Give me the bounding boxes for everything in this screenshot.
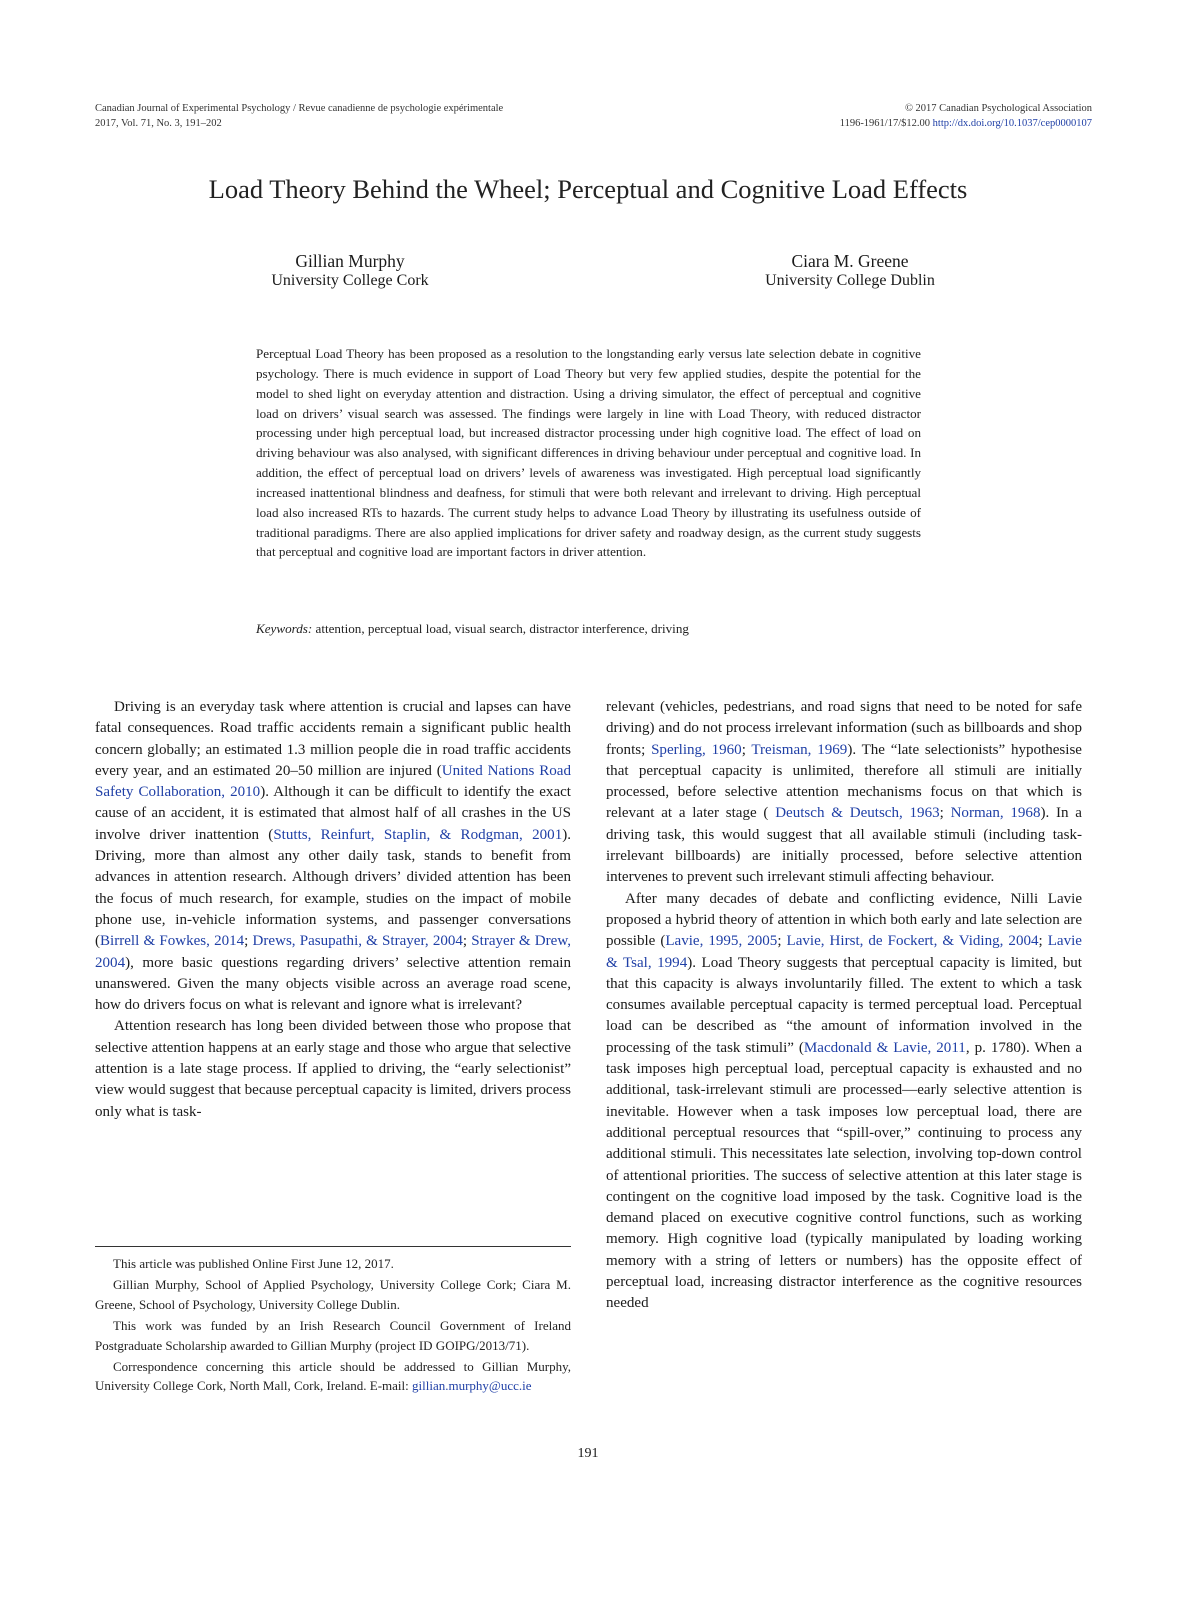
body-paragraph: Attention research has long been divided between those who propose that selective attention happens at an early stage and those who argue that selective attention is a late stage process. If applied to driving, the “early selectionist” view would suggest that because perceptual capacity is limited, drivers process only what is task-	[95, 1018, 571, 1120]
citation-link[interactable]: Norman, 1968	[950, 805, 1041, 822]
body-paragraph	[606, 889, 1082, 1315]
footnote-divider	[95, 1246, 571, 1247]
author-name: Gillian Murphy	[295, 251, 405, 271]
author-name: Ciara M. Greene	[791, 251, 909, 271]
footnote-published: This article was published Online First June 12, 2017.	[113, 1256, 394, 1271]
citation-link[interactable]: Sperling, 1960	[651, 741, 742, 758]
text-run: ). Load Theory suggests that perceptual capacity is limited, but that this capacity is always involuntarily filled. The extent to which a task consumes available perceptual capacity is termed perceptual load. Perceptual load can be described as “the amount of information involved in the processing of the task stimuli” (	[606, 954, 1082, 1056]
text-run: ;	[244, 933, 253, 950]
text-run: ). Although it can be difficult to identify the exact cause of an accident, it is estimated that almost half of all crashes in the US involve driver inattention (	[95, 784, 571, 843]
citation-link[interactable]: Treisman, 1969	[751, 741, 848, 758]
text-run: ;	[777, 933, 787, 950]
citation-link[interactable]: Stutts, Reinfurt, Staplin, & Rodgman, 2001	[273, 826, 563, 843]
keywords-label: Keywords:	[256, 621, 313, 636]
citation-link[interactable]: United Nations Road Safety Collaboration, 2010	[95, 762, 572, 801]
text-run: ), more basic questions regarding drivers’ selective attention remain unanswered. Given the many objects visible across an average road scene, how do drivers focus on what is relevant and ignore what is irrelevant?	[95, 954, 571, 1014]
citation-link[interactable]: Macdonald & Lavie, 2011	[803, 1039, 966, 1056]
citation-link[interactable]: Drews, Pasupathi, & Strayer, 2004	[252, 933, 463, 950]
author-block-2	[700, 251, 1000, 291]
body-column-right	[606, 697, 1082, 1315]
citation-link[interactable]: Lavie, 1995, 2005	[665, 933, 778, 950]
article-title: Load Theory Behind the Wheel; Perceptual and Cognitive Load Effects	[208, 174, 968, 204]
abstract: Perceptual Load Theory has been proposed as a resolution to the longstanding early versus late selection debate in cognitive psychology. There is much evidence in support of Load Theory but very few applied studies, despite the potential for the model to shed light on everyday attention and distraction. Using a driving simulator, the effect of perceptual and cognitive load on drivers’ visual search was assessed. The findings were largely in line with Load Theory, with reduced distractor processing under high perceptual load, but increased distractor processing under high cognitive load. The effect of load on driving behaviour was also analysed, with significant differences in driving behaviour under perceptual and cognitive load. In addition, the effect of perceptual load on drivers’ levels of awareness was investigated. High perceptual load significantly increased inattentional blindness and deafness, for stimuli that were both relevant and irrelevant to driving. High perceptual load also increased RTs to hazards. The current study helps to advance Load Theory by illustrating its usefulness outside of traditional paradigms. There are also applied implications for driver safety and roadway design, as the current study suggests that perceptual and cognitive load are important factors in driver attention.	[256, 346, 921, 560]
text-run: ). In a driving task, this would suggest that all available stimuli (including task-irrelevant billboards) are initially processed, before selective attention intervenes to prevent such irrelevant stimuli affecting behaviour.	[606, 805, 1082, 886]
keywords	[256, 619, 921, 638]
text-run: ). Driving, more than almost any other daily task, stands to benefit from advances in attention research. Although drivers’ divided attention has been the focus of much research, for example, studies on the impact of mobile phone use, in-vehicle information systems, and passenger conversations (	[95, 826, 571, 950]
journal-name: Canadian Journal of Experimental Psychology / Revue canadienne de psychologie expérimentale	[95, 103, 504, 114]
text-run: After many decades of debate and conflicting evidence, Nilli Lavie proposed a hybrid theory of attention in which both early and late selection are possible (	[606, 890, 1082, 950]
text-run: Driving is an everyday task where attention is crucial and lapses can have fatal consequences. Road traffic accidents remain a significant public health concern globally; an estimated 1.3 million people die in road traffic accidents every year, and an estimated 20–50 million are injured (	[95, 699, 571, 779]
page-number: 191	[577, 1446, 599, 1461]
keywords-text: attention, perceptual load, visual search, distractor interference, driving	[315, 621, 689, 636]
text-run: ;	[462, 933, 472, 950]
body-column-left	[95, 697, 571, 1123]
citation-link[interactable]: Lavie, Hirst, de Fockert, & Viding, 2004	[786, 933, 1039, 950]
footnote-affiliations: Gillian Murphy, School of Applied Psychology, University College Cork; Ciara M. Greene, School of Psychology, University College Dublin.	[95, 1277, 571, 1312]
footnote-correspondence	[95, 1357, 571, 1396]
footnotes	[95, 1254, 571, 1398]
footnote-funding: This work was funded by an Irish Research Council Government of Ireland Postgraduate Scholarship awarded to Gillian Murphy (project ID GOIPG/2013/71).	[95, 1318, 571, 1353]
email-link[interactable]: gillian.murphy@ucc.ie	[412, 1378, 532, 1394]
author-block-1	[200, 251, 500, 291]
author-affiliation: University College Dublin	[765, 272, 935, 289]
text-run: Correspondence concerning this article should be addressed to Gillian Murphy, University College Cork, North Mall, Cork, Ireland. E-mail:	[95, 1359, 571, 1394]
body-paragraph	[606, 697, 1082, 889]
copyright-notice: © 2017 Canadian Psychological Association	[904, 103, 1092, 114]
citation-link[interactable]: Birrell & Fowkes, 2014	[100, 933, 245, 950]
text-run: relevant (vehicles, pedestrians, and road signs that need to be noted for safe driving) and do not process irrelevant information (such as billboards and shop fronts;	[606, 699, 1082, 758]
citation-link[interactable]: Lavie & Tsal, 1994	[606, 933, 1082, 971]
text-run: ;	[1038, 933, 1048, 950]
doi-link[interactable]: http://dx.doi.org/10.1037/cep0000107	[932, 118, 1092, 129]
citation-link[interactable]: Strayer & Drew, 2004	[95, 933, 571, 971]
running-header-journal	[95, 101, 503, 131]
text-run: ). The “late selectionists” hypothesise that perceptual capacity is unlimited, therefore all stimuli are initially processed, before selective attention mechanisms focus on that which is relevant at a later stage (	[606, 741, 1082, 822]
journal-volume: 2017, Vol. 71, No. 3, 191–202	[95, 118, 222, 129]
text-run: ;	[939, 805, 951, 822]
body-paragraph	[95, 697, 571, 1016]
citation-link[interactable]: Deutsch & Deutsch, 1963	[775, 805, 940, 822]
text-run: , p. 1780). When a task imposes high perceptual load, perceptual capacity is exhausted and no additional, task-irrelevant stimuli are processed—early selective attention is inevitable. However when a task imposes low perceptual load, there are additional perceptual resources that “spill-over,” continuing to process any additional stimuli. This necessitates late selection, involving top-down control of attentional priorities. The success of selective attention at this later stage is contingent on the cognitive load imposed by the task. Cognitive load is the demand placed on executive cognitive control functions, such as working memory. High cognitive load (typically manipulated by loading working memory with a string of letters or numbers) has the opposite effect of perceptual load, increasing distractor interference as the cognitive resources needed	[606, 1039, 1083, 1312]
running-header-copyright	[840, 101, 1092, 131]
issn: 1196-1961/17/$12.00	[839, 118, 931, 129]
text-run: ;	[741, 741, 752, 758]
issn-doi-line	[840, 116, 1092, 131]
author-affiliation: University College Cork	[271, 272, 429, 289]
